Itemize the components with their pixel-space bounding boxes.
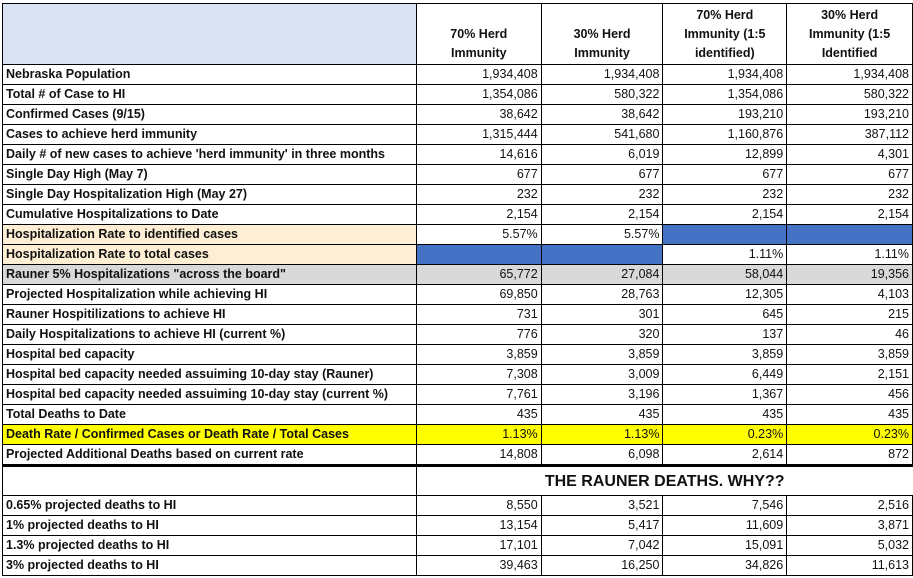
banner-title[interactable]: THE RAUNER DEATHS. WHY?? — [416, 466, 912, 496]
row-label[interactable]: Rauner 5% Hospitalizations "across the board" — [3, 265, 417, 285]
cell[interactable]: 1,934,408 — [541, 65, 663, 85]
col-header-4[interactable]: 30% Herd Immunity (1:5 Identified — [787, 4, 913, 65]
row-label[interactable]: 0.65% projected deaths to HI — [3, 496, 417, 516]
cell[interactable]: 1,934,408 — [416, 65, 541, 85]
cell[interactable]: 2,516 — [787, 496, 913, 516]
table-row — [3, 405, 913, 425]
row-label[interactable]: Death Rate / Confirmed Cases or Death Rate / Total Cases — [3, 425, 417, 445]
table-row — [3, 445, 913, 466]
cell[interactable]: 232 — [416, 185, 541, 205]
row-label[interactable]: Cases to achieve herd immunity — [3, 125, 417, 145]
cell[interactable]: 34,826 — [663, 556, 787, 576]
cell[interactable]: 3,859 — [787, 345, 913, 365]
cell[interactable]: 301 — [541, 305, 663, 325]
blue-cell[interactable] — [663, 225, 787, 245]
row-label[interactable]: 1.3% projected deaths to HI — [3, 536, 417, 556]
table-row — [3, 385, 913, 405]
row-label[interactable]: Rauner Hospitilizations to achieve HI — [3, 305, 417, 325]
cell[interactable]: 232 — [541, 185, 663, 205]
cell[interactable]: 1.13% — [541, 425, 663, 445]
row-label[interactable]: Projected Additional Deaths based on current rate — [3, 445, 417, 466]
cell[interactable]: 1,354,086 — [663, 85, 787, 105]
cell[interactable]: 435 — [787, 405, 913, 425]
cell[interactable]: 776 — [416, 325, 541, 345]
cell[interactable]: 1,315,444 — [416, 125, 541, 145]
cell[interactable]: 0.23% — [663, 425, 787, 445]
row-label[interactable]: Confirmed Cases (9/15) — [3, 105, 417, 125]
cell[interactable]: 65,772 — [416, 265, 541, 285]
cell[interactable]: 435 — [541, 405, 663, 425]
herd-immunity-table — [2, 3, 913, 576]
row-label[interactable]: Hospitalization Rate to identified cases — [3, 225, 417, 245]
cell[interactable]: 320 — [541, 325, 663, 345]
cell[interactable]: 387,112 — [787, 125, 913, 145]
cell[interactable]: 2,151 — [787, 365, 913, 385]
cell[interactable]: 19,356 — [787, 265, 913, 285]
row-label[interactable]: Hospitalization Rate to total cases — [3, 245, 417, 265]
cell[interactable]: 3,859 — [416, 345, 541, 365]
row-label[interactable]: 1% projected deaths to HI — [3, 516, 417, 536]
cell[interactable]: 2,154 — [541, 205, 663, 225]
cell[interactable]: 1.11% — [787, 245, 913, 265]
table-row — [3, 496, 913, 516]
cell[interactable]: 58,044 — [663, 265, 787, 285]
cell[interactable]: 5,032 — [787, 536, 913, 556]
cell[interactable]: 7,042 — [541, 536, 663, 556]
table-row — [3, 145, 913, 165]
row-label[interactable]: Hospital bed capacity needed assuiming 10-day stay (current %) — [3, 385, 417, 405]
table-row — [3, 425, 913, 445]
cell[interactable]: 3,871 — [787, 516, 913, 536]
table-row — [3, 85, 913, 105]
cell[interactable]: 1.11% — [663, 245, 787, 265]
table-row — [3, 105, 913, 125]
table-row — [3, 305, 913, 325]
cell[interactable]: 8,550 — [416, 496, 541, 516]
cell[interactable]: 677 — [663, 165, 787, 185]
cell[interactable]: 17,101 — [416, 536, 541, 556]
row-label[interactable]: 3% projected deaths to HI — [3, 556, 417, 576]
col-header-1[interactable]: 70% Herd Immunity — [416, 4, 541, 65]
cell[interactable]: 7,761 — [416, 385, 541, 405]
corner-cell[interactable] — [3, 4, 417, 65]
table-row — [3, 225, 913, 245]
table-row — [3, 365, 913, 385]
table-row — [3, 556, 913, 576]
blue-cell[interactable] — [787, 225, 913, 245]
cell[interactable]: 435 — [663, 405, 787, 425]
col-header-2[interactable]: 30% Herd Immunity — [541, 4, 663, 65]
cell[interactable]: 27,084 — [541, 265, 663, 285]
table-row — [3, 285, 913, 305]
cell[interactable]: 541,680 — [541, 125, 663, 145]
row-label[interactable]: Total Deaths to Date — [3, 405, 417, 425]
cell[interactable]: 7,546 — [663, 496, 787, 516]
blue-cell[interactable] — [541, 245, 663, 265]
cell[interactable]: 872 — [787, 445, 913, 466]
table-row — [3, 185, 913, 205]
cell[interactable]: 3,859 — [663, 345, 787, 365]
cell[interactable]: 3,521 — [541, 496, 663, 516]
table-row — [3, 536, 913, 556]
cell[interactable]: 3,009 — [541, 365, 663, 385]
table-row — [3, 516, 913, 536]
cell[interactable]: 16,250 — [541, 556, 663, 576]
cell[interactable]: 14,616 — [416, 145, 541, 165]
cell[interactable]: 3,196 — [541, 385, 663, 405]
table-row — [3, 345, 913, 365]
row-label[interactable]: Single Day Hospitalization High (May 27) — [3, 185, 417, 205]
cell[interactable]: 2,614 — [663, 445, 787, 466]
cell[interactable]: 5.57% — [541, 225, 663, 245]
blue-cell[interactable] — [416, 245, 541, 265]
cell[interactable]: 2,154 — [787, 205, 913, 225]
cell[interactable]: 1,160,876 — [663, 125, 787, 145]
cell[interactable]: 6,098 — [541, 445, 663, 466]
cell[interactable]: 38,642 — [416, 105, 541, 125]
cell[interactable]: 1,934,408 — [663, 65, 787, 85]
cell[interactable]: 12,305 — [663, 285, 787, 305]
banner-row — [3, 466, 913, 496]
row-label[interactable]: Single Day High (May 7) — [3, 165, 417, 185]
cell[interactable]: 11,609 — [663, 516, 787, 536]
row-label[interactable]: Daily # of new cases to achieve 'herd immunity' in three months — [3, 145, 417, 165]
cell[interactable]: 232 — [787, 185, 913, 205]
cell[interactable]: 232 — [663, 185, 787, 205]
cell[interactable]: 5.57% — [416, 225, 541, 245]
cell[interactable]: 15,091 — [663, 536, 787, 556]
cell[interactable]: 677 — [416, 165, 541, 185]
cell[interactable]: 2,154 — [416, 205, 541, 225]
cell[interactable]: 1,354,086 — [416, 85, 541, 105]
row-label[interactable]: Total # of Case to HI — [3, 85, 417, 105]
cell[interactable]: 580,322 — [787, 85, 913, 105]
row-label[interactable]: Nebraska Population — [3, 65, 417, 85]
table-row — [3, 65, 913, 85]
row-label[interactable]: Cumulative Hospitalizations to Date — [3, 205, 417, 225]
cell[interactable]: 456 — [787, 385, 913, 405]
cell[interactable]: 4,103 — [787, 285, 913, 305]
row-label[interactable]: Hospital bed capacity — [3, 345, 417, 365]
cell[interactable]: 3,859 — [541, 345, 663, 365]
row-label[interactable]: Hospital bed capacity needed assuiming 10-day stay (Rauner) — [3, 365, 417, 385]
cell[interactable]: 193,210 — [787, 105, 913, 125]
header-row — [3, 4, 913, 65]
blank-cell[interactable] — [3, 466, 417, 496]
cell[interactable]: 7,308 — [416, 365, 541, 385]
cell[interactable]: 13,154 — [416, 516, 541, 536]
cell[interactable]: 580,322 — [541, 85, 663, 105]
cell[interactable]: 4,301 — [787, 145, 913, 165]
cell[interactable]: 677 — [787, 165, 913, 185]
cell[interactable]: 731 — [416, 305, 541, 325]
cell[interactable]: 435 — [416, 405, 541, 425]
cell[interactable]: 6,019 — [541, 145, 663, 165]
cell[interactable]: 12,899 — [663, 145, 787, 165]
cell[interactable]: 14,808 — [416, 445, 541, 466]
table-row — [3, 125, 913, 145]
cell[interactable]: 6,449 — [663, 365, 787, 385]
table-row — [3, 205, 913, 225]
cell[interactable]: 0.23% — [787, 425, 913, 445]
cell[interactable]: 1.13% — [416, 425, 541, 445]
cell[interactable]: 677 — [541, 165, 663, 185]
cell[interactable]: 1,934,408 — [787, 65, 913, 85]
col-header-3[interactable]: 70% Herd Immunity (1:5 identified) — [663, 4, 787, 65]
table-row — [3, 325, 913, 345]
cell[interactable]: 11,613 — [787, 556, 913, 576]
cell[interactable]: 38,642 — [541, 105, 663, 125]
cell[interactable]: 39,463 — [416, 556, 541, 576]
cell[interactable]: 645 — [663, 305, 787, 325]
cell[interactable]: 137 — [663, 325, 787, 345]
row-label[interactable]: Projected Hospitalization while achieving HI — [3, 285, 417, 305]
cell[interactable]: 1,367 — [663, 385, 787, 405]
table-row — [3, 245, 913, 265]
cell[interactable]: 193,210 — [663, 105, 787, 125]
row-label[interactable]: Daily Hospitalizations to achieve HI (current %) — [3, 325, 417, 345]
table-row — [3, 265, 913, 285]
cell[interactable]: 2,154 — [663, 205, 787, 225]
cell[interactable]: 215 — [787, 305, 913, 325]
table-row — [3, 165, 913, 185]
cell[interactable]: 46 — [787, 325, 913, 345]
cell[interactable]: 28,763 — [541, 285, 663, 305]
cell[interactable]: 69,850 — [416, 285, 541, 305]
cell[interactable]: 5,417 — [541, 516, 663, 536]
